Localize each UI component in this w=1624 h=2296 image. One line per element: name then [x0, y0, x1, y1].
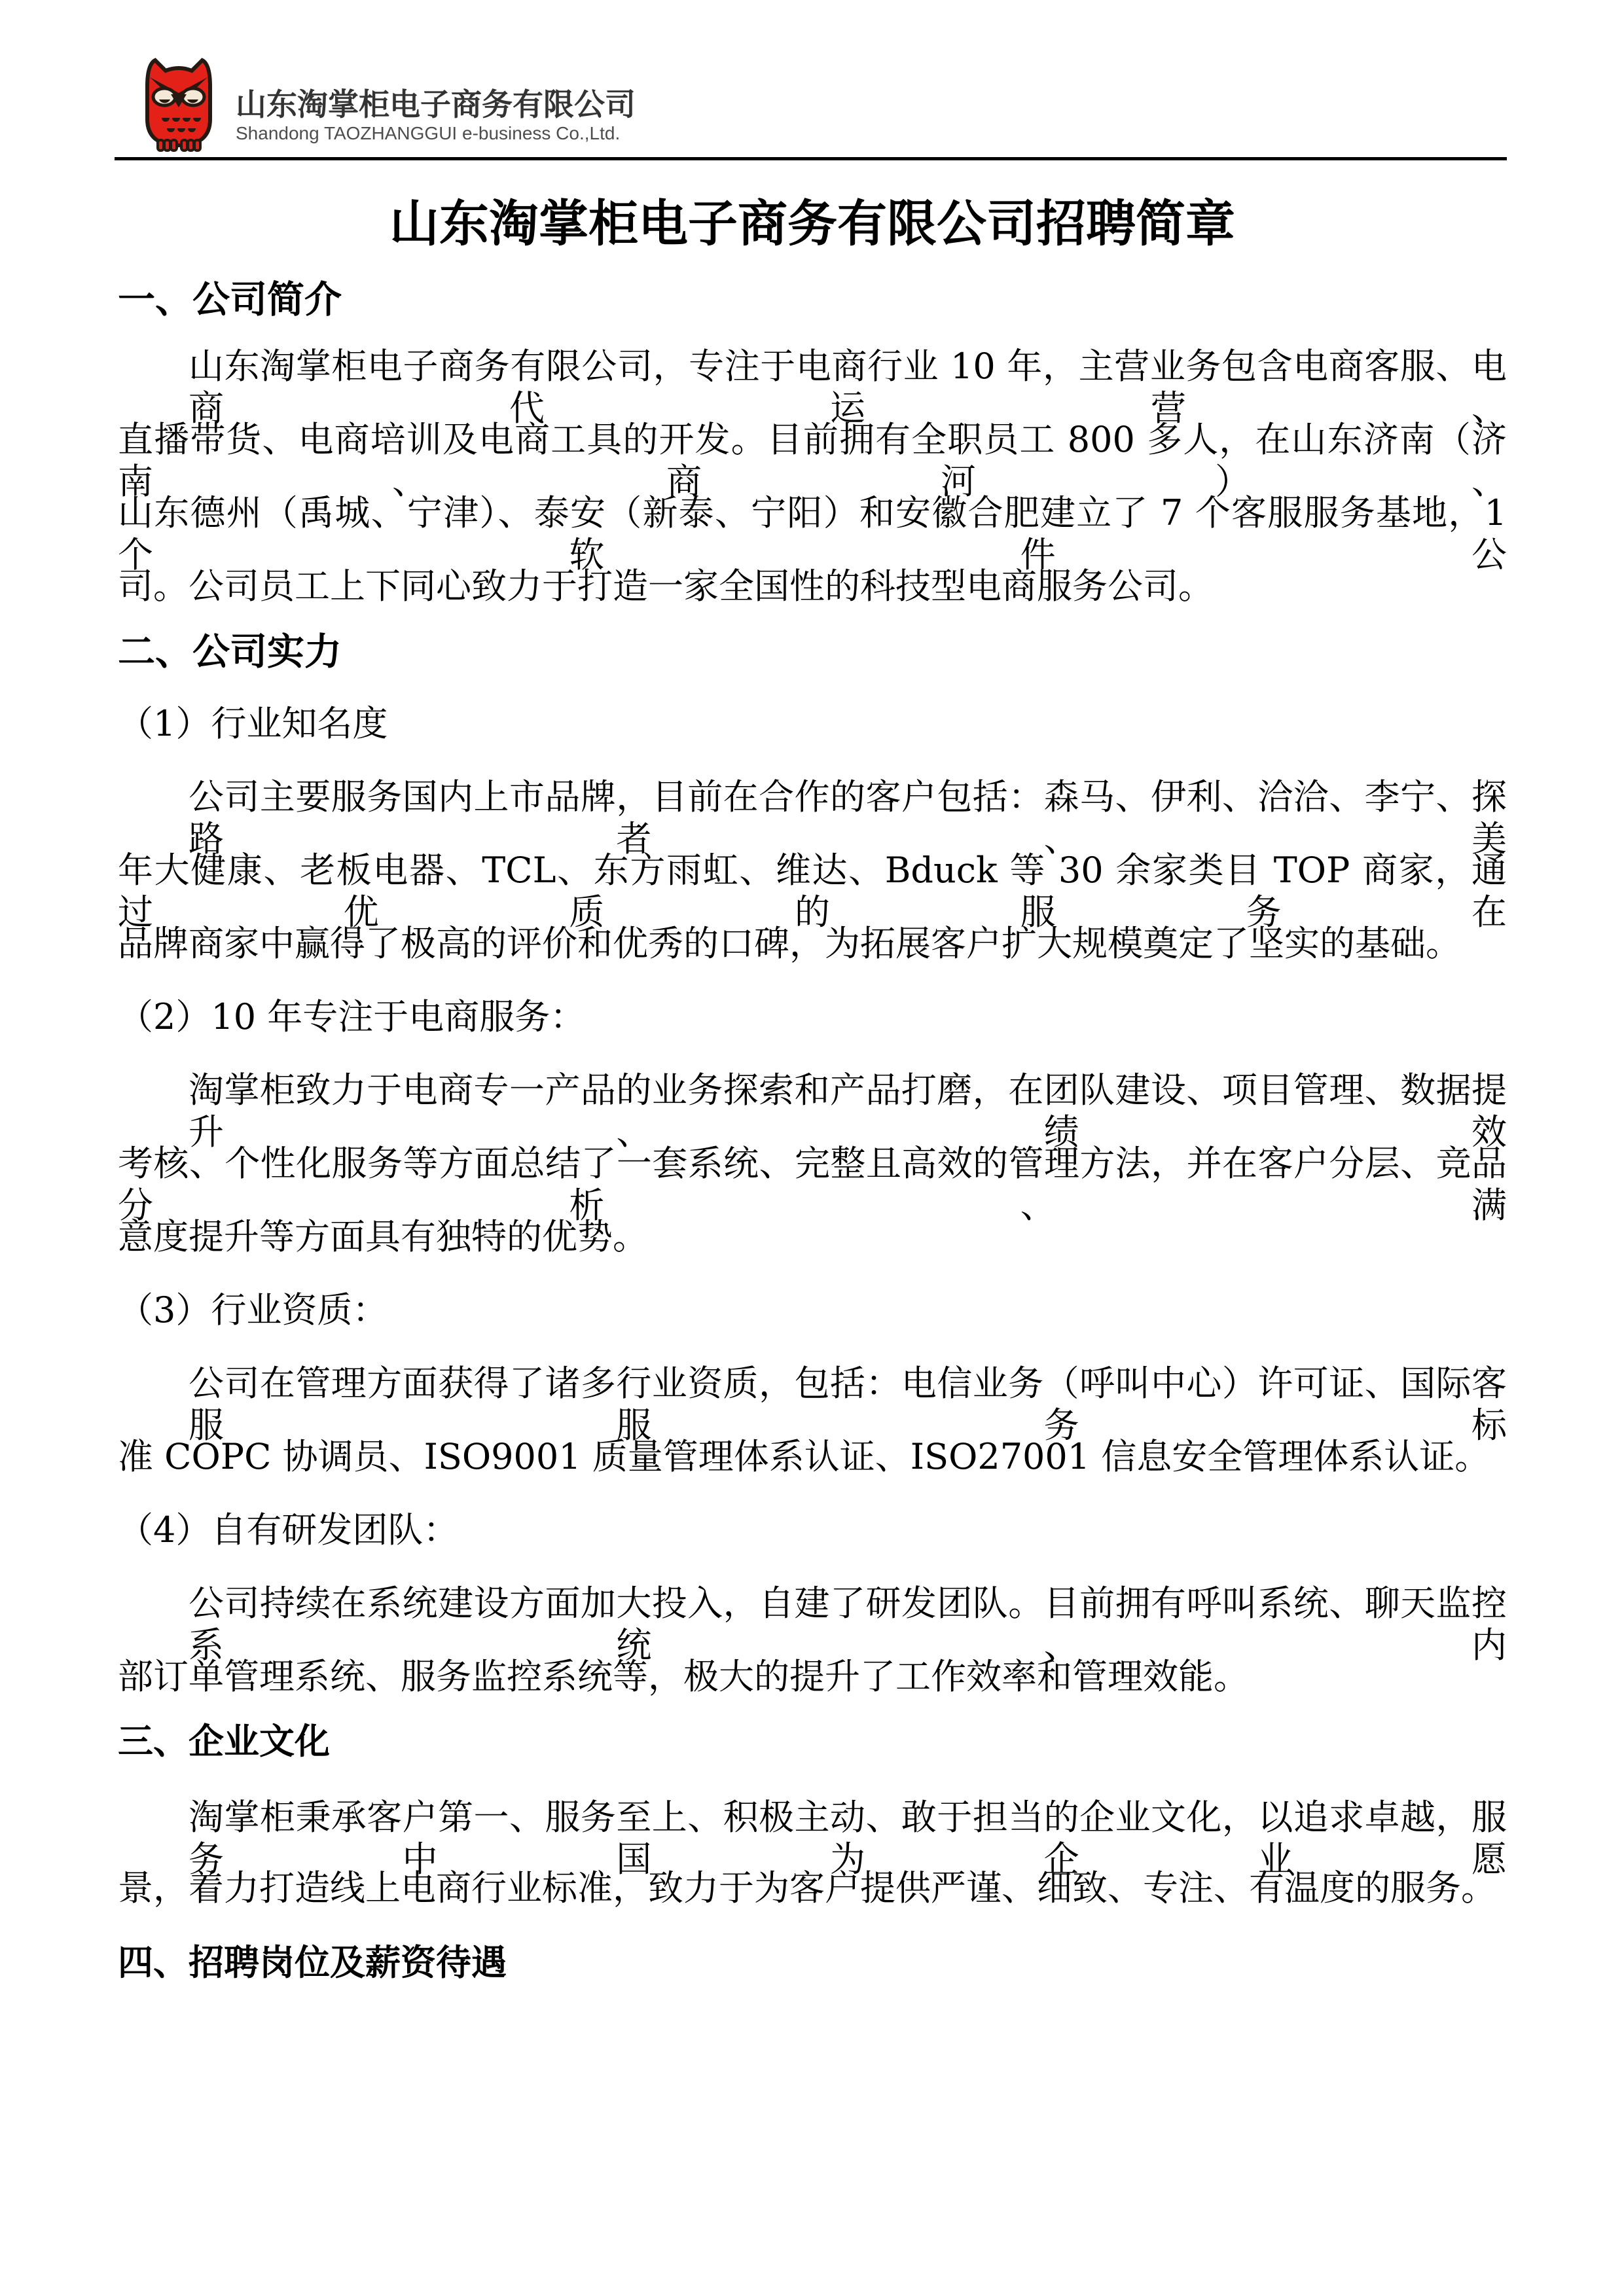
brand-block: [236, 88, 636, 144]
paragraph-line: 准 COPC 协调员、ISO9001 质量管理体系认证、ISO27001 信息安全管理体系认证。: [118, 1436, 1490, 1477]
section-heading-company-strength: 二、公司实力: [118, 630, 342, 673]
paragraph-line: 意度提升等方面具有独特的优势。: [118, 1216, 648, 1257]
document-title: 山东淘掌柜电子商务有限公司招聘简章: [389, 194, 1235, 253]
subsection-heading: （3）行业资质：: [118, 1289, 388, 1331]
paragraph-line: 景，着力打造线上电商行业标准，致力于为客户提供严谨、细致、专注、有温度的服务。: [118, 1867, 1496, 1909]
subsection-heading: （4）自有研发团队：: [118, 1509, 459, 1551]
owl-logo-icon: [139, 55, 218, 153]
paragraph-line: 公司在管理方面获得了诸多行业资质，包括：电信业务（呼叫中心）许可证、国际客服服务标: [189, 1363, 1507, 1446]
paragraph-line: 直播带货、电商培训及电商工具的开发。目前拥有全职员工 800 多人，在山东济南（济南、商河）、: [118, 419, 1507, 502]
section-heading-company-intro: 一、公司简介: [118, 278, 342, 321]
paragraph-line: 司。公司员工上下同心致力于打造一家全国性的科技型电商服务公司。: [118, 565, 1214, 607]
paragraph-line: 山东淘掌柜电子商务有限公司，专注于电商行业 10 年，主营业务包含电商客服、电商代运营、: [189, 346, 1507, 429]
paragraph-line: 淘掌柜致力于电商专一产品的业务探索和产品打磨，在团队建设、项目管理、数据提升、绩效: [189, 1069, 1507, 1153]
paragraph-line: 公司主要服务国内上市品牌，目前在合作的客户包括：森马、伊利、洽洽、李宁、探路者、美: [189, 776, 1507, 859]
subsection-heading: （2）10 年专注于电商服务：: [118, 996, 586, 1037]
letterhead: [0, 0, 1624, 161]
letterhead-divider: [115, 157, 1507, 160]
paragraph-line: 品牌商家中赢得了极高的评价和优秀的口碑，为拓展客户扩大规模奠定了坚实的基础。: [118, 923, 1461, 964]
paragraph-line: 山东德州（禹城、宁津）、泰安（新泰、宁阳）和安徽合肥建立了 7 个客服服务基地，1 个软件公: [118, 492, 1507, 575]
subsection-heading: （1）行业知名度: [118, 703, 388, 744]
company-name-zh: 山东淘掌柜电子商务有限公司: [236, 87, 636, 122]
paragraph-line: 年大健康、老板电器、TCL、东方雨虹、维达、Bduck 等 30 余家类目 TOP 商家，通过优质的服务在: [118, 850, 1507, 933]
section-heading-positions-salary: 四、招聘岗位及薪资待遇: [118, 1943, 507, 1982]
paragraph-line: 淘掌柜秉承客户第一、服务至上、积极主动、敢于担当的企业文化，以追求卓越，服务中国为企业愿: [189, 1797, 1507, 1880]
company-name-en: Shandong TAOZHANGGUI e-business Co.,Ltd.: [236, 122, 621, 143]
paragraph-line: 部订单管理系统、服务监控系统等，极大的提升了工作效率和管理效能。: [118, 1656, 1249, 1697]
section-heading-corporate-culture: 三、企业文化: [118, 1722, 330, 1761]
paragraph-line: 公司持续在系统建设方面加大投入，自建了研发团队。目前拥有呼叫系统、聊天监控系统、内: [189, 1583, 1507, 1666]
paragraph-line: 考核、个性化服务等方面总结了一套系统、完整且高效的管理方法，并在客户分层、竞品分析、满: [118, 1143, 1507, 1226]
